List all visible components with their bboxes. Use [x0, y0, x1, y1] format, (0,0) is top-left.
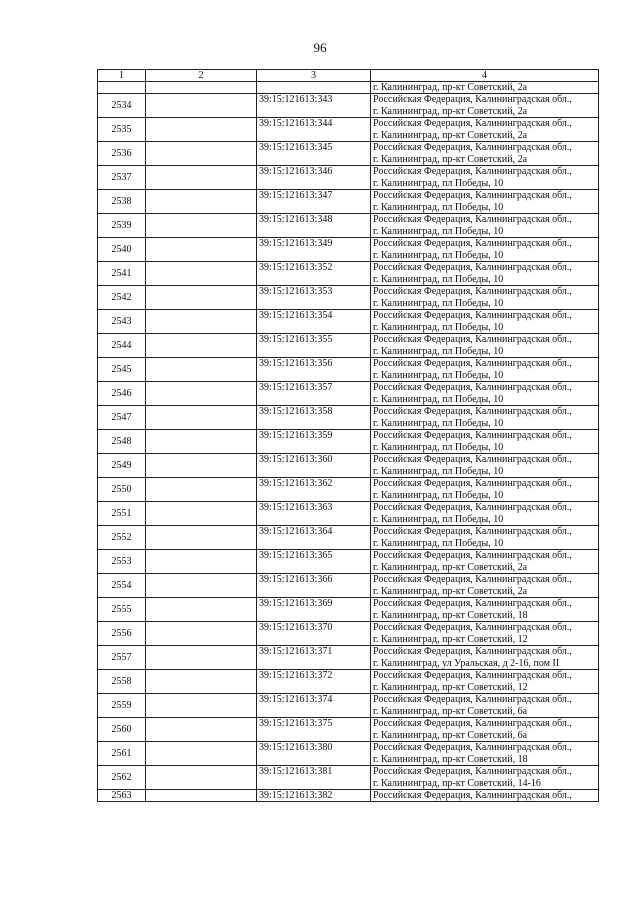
row-number-cell: 2556 [98, 622, 146, 646]
table-row [98, 214, 599, 238]
table-row [98, 502, 599, 526]
address-cell [371, 718, 599, 742]
address-line-2: г. Калининград, пл Победы, 10 [373, 273, 504, 285]
address-line-1: Российская Федерация, Калининградская обл., [373, 742, 572, 753]
cadastral-number-cell: 39:15:121613:372 [257, 670, 371, 694]
address-line-2: г. Калининград, пл Победы, 10 [373, 489, 504, 501]
row-number-cell: 2559 [98, 694, 146, 718]
row-number-cell: 2555 [98, 598, 146, 622]
address-cell [371, 238, 599, 262]
empty-cell [146, 214, 257, 238]
address-line-1: Российская Федерация, Калининградская обл., [373, 238, 572, 249]
column-header-1: 1 [98, 70, 146, 82]
address-line-2: г. Калининград, пл Победы, 10 [373, 297, 504, 309]
address-line-2: г. Калининград, пр-кт Советский, 12 [373, 633, 528, 645]
address-line-2: г. Калининград, пл Победы, 10 [373, 537, 504, 549]
table-row [98, 382, 599, 406]
address-line-2: г. Калининград, пр-кт Советский, 12 [373, 681, 528, 693]
address-line-1: Российская Федерация, Калининградская обл., [373, 310, 572, 321]
address-cell [371, 622, 599, 646]
cadastral-number-cell: 39:15:121613:353 [257, 286, 371, 310]
table-row [98, 430, 599, 454]
table-row [98, 742, 599, 766]
row-number-cell: 2553 [98, 550, 146, 574]
cadastral-number-cell: 39:15:121613:381 [257, 766, 371, 790]
address-line-2: г. Калининград, пл Победы, 10 [373, 393, 504, 405]
empty-cell [146, 286, 257, 310]
empty-cell [146, 94, 257, 118]
address-cell [371, 262, 599, 286]
row-number-cell: 2534 [98, 94, 146, 118]
address-line-1: Российская Федерация, Калининградская обл., [373, 94, 572, 105]
empty-cell [146, 598, 257, 622]
address-line-1: Российская Федерация, Калининградская обл., [373, 694, 572, 705]
cadastral-number-cell: 39:15:121613:345 [257, 142, 371, 166]
row-number-cell: 2552 [98, 526, 146, 550]
address-line-1: Российская Федерация, Калининградская обл., [373, 142, 572, 153]
address-cell [371, 190, 599, 214]
cadastral-number-cell: 39:15:121613:348 [257, 214, 371, 238]
table-row [98, 406, 599, 430]
address-cell [371, 454, 599, 478]
address-cell [371, 742, 599, 766]
address-line-2: г. Калининград, пр-кт Советский, 18 [373, 609, 528, 621]
table-header-row [98, 70, 599, 82]
address-line-1: Российская Федерация, Калининградская обл., [373, 622, 572, 633]
address-line-2: г. Калининград, ул Уральская, д 2-16, пом II [373, 657, 560, 669]
empty-cell [146, 718, 257, 742]
cadastral-register-table [97, 69, 599, 802]
address-line-2: г. Калининград, пр-кт Советский, 6а [373, 729, 528, 741]
cadastral-number-cell: 39:15:121613:365 [257, 550, 371, 574]
empty-cell [146, 646, 257, 670]
address-line-2: г. Калининград, пр-кт Советский, 6а [373, 705, 528, 717]
table-row [98, 478, 599, 502]
page-number: 96 [313, 40, 327, 55]
address-line-1: Российская Федерация, Калининградская обл., [373, 550, 572, 561]
empty-cell [146, 262, 257, 286]
column-header-2: 2 [146, 70, 257, 82]
row-number-cell: 2550 [98, 478, 146, 502]
table-row [98, 238, 599, 262]
cadastral-number-cell: 39:15:121613:374 [257, 694, 371, 718]
address-cell [371, 382, 599, 406]
address-line-1: Российская Федерация, Калининградская обл., [373, 646, 572, 657]
empty-cell [146, 310, 257, 334]
address-line-2: г. Калининград, пл Победы, 10 [373, 249, 504, 261]
empty-cell [146, 166, 257, 190]
address-line-1: Российская Федерация, Калининградская обл., [373, 286, 572, 297]
empty-cell [146, 550, 257, 574]
address-line-1: Российская Федерация, Калининградская обл., [373, 214, 572, 225]
cadastral-number-cell: 39:15:121613:380 [257, 742, 371, 766]
cadastral-number-cell: 39:15:121613:347 [257, 190, 371, 214]
table-row [98, 670, 599, 694]
row-number-cell: 2544 [98, 334, 146, 358]
address-line-2: г. Калининград, пр-кт Советский, 18 [373, 753, 528, 765]
row-number-cell: 2563 [98, 790, 146, 802]
address-line-2: г. Калининград, пл Победы, 10 [373, 177, 504, 189]
cadastral-number-cell: 39:15:121613:370 [257, 622, 371, 646]
address-line-2: г. Калининград, пл Победы, 10 [373, 345, 504, 357]
address-cell [371, 334, 599, 358]
cadastral-number-cell: 39:15:121613:358 [257, 406, 371, 430]
empty-cell [146, 142, 257, 166]
cadastral-number-cell: 39:15:121613:354 [257, 310, 371, 334]
address-line-1: Российская Федерация, Калининградская обл., [373, 598, 572, 609]
address-line-1: Российская Федерация, Калининградская обл., [373, 262, 572, 273]
table-row [98, 694, 599, 718]
table-row [98, 598, 599, 622]
cadastral-number-cell: 39:15:121613:375 [257, 718, 371, 742]
row-number-cell: 2542 [98, 286, 146, 310]
address-line-2: г. Калининград, пл Победы, 10 [373, 321, 504, 333]
address-cell [371, 574, 599, 598]
address-line-1: Российская Федерация, Калининградская обл., [373, 190, 572, 201]
address-line-1: Российская Федерация, Калининградская обл., [373, 478, 572, 489]
address-line-2: г. Калининград, пр-кт Советский, 2а [373, 561, 528, 573]
address-cell: Российская Федерация, Калининградская обл., [371, 790, 599, 802]
address-line-1: Российская Федерация, Калининградская обл., [373, 502, 572, 513]
address-line-1: Российская Федерация, Калининградская обл., [373, 358, 572, 369]
cadastral-number-cell: 39:15:121613:349 [257, 238, 371, 262]
cadastral-number-cell: 39:15:121613:343 [257, 94, 371, 118]
address-line-2: г. Калининград, пл Победы, 10 [373, 417, 504, 429]
cadastral-number-cell: 39:15:121613:344 [257, 118, 371, 142]
row-number-cell: 2549 [98, 454, 146, 478]
table-row [98, 718, 599, 742]
address-cell [371, 94, 599, 118]
address-cell [371, 526, 599, 550]
empty-cell [146, 334, 257, 358]
empty-cell [146, 82, 257, 94]
row-number-cell: 2547 [98, 406, 146, 430]
empty-cell [146, 670, 257, 694]
row-number-cell: 2561 [98, 742, 146, 766]
address-line-2: г. Калининград, пр-кт Советский, 2а [373, 105, 528, 117]
address-cell [371, 118, 599, 142]
row-number-cell: 2538 [98, 190, 146, 214]
table-row [98, 550, 599, 574]
continued-row [98, 82, 599, 94]
cadastral-number-cell: 39:15:121613:360 [257, 454, 371, 478]
row-number-cell: 2545 [98, 358, 146, 382]
cadastral-number-cell: 39:15:121613:359 [257, 430, 371, 454]
row-number-cell: 2541 [98, 262, 146, 286]
cadastral-number-cell: 39:15:121613:352 [257, 262, 371, 286]
empty-cell [146, 454, 257, 478]
address-line-1: Российская Федерация, Калининградская обл., [373, 430, 572, 441]
empty-cell [146, 694, 257, 718]
address-line-2: г. Калининград, пр-кт Советский, 2а [373, 585, 528, 597]
empty-cell [146, 742, 257, 766]
table-row [98, 190, 599, 214]
row-number-cell: 2539 [98, 214, 146, 238]
address-line-1: Российская Федерация, Калининградская обл., [373, 334, 572, 345]
row-number-cell [98, 82, 146, 94]
table-row [98, 286, 599, 310]
table-row [98, 166, 599, 190]
address-line-1: Российская Федерация, Калининградская обл., [373, 454, 572, 465]
cadastral-number-cell: 39:15:121613:356 [257, 358, 371, 382]
cadastral-number-cell: 39:15:121613:357 [257, 382, 371, 406]
address-cell [371, 406, 599, 430]
row-number-cell: 2551 [98, 502, 146, 526]
address-line-2: г. Калининград, пр-кт Советский, 2а [373, 129, 528, 141]
row-number-cell: 2557 [98, 646, 146, 670]
address-line-1: Российская Федерация, Калининградская обл., [373, 166, 572, 177]
address-cell [371, 478, 599, 502]
cadastral-number-cell: 39:15:121613:355 [257, 334, 371, 358]
table-row [98, 94, 599, 118]
address-cell [371, 598, 599, 622]
row-number-cell: 2560 [98, 718, 146, 742]
row-number-cell: 2543 [98, 310, 146, 334]
row-number-cell: 2536 [98, 142, 146, 166]
row-number-cell: 2540 [98, 238, 146, 262]
address-line-2: г. Калининград, пл Победы, 10 [373, 201, 504, 213]
table-row-last [98, 790, 599, 802]
cadastral-number-cell: 39:15:121613:363 [257, 502, 371, 526]
table-row [98, 526, 599, 550]
address-line-1: Российская Федерация, Калининградская обл., [373, 766, 572, 777]
table-row [98, 766, 599, 790]
empty-cell [146, 574, 257, 598]
cadastral-number-cell: 39:15:121613:362 [257, 478, 371, 502]
empty-cell [146, 430, 257, 454]
column-header-4: 4 [371, 70, 599, 82]
address-line-2: г. Калининград, пр-кт Советский, 2а [373, 153, 528, 165]
address-cell: г. Калининград, пр-кт Советский, 2а [371, 82, 599, 94]
address-cell [371, 430, 599, 454]
empty-cell [146, 406, 257, 430]
row-number-cell: 2535 [98, 118, 146, 142]
address-line-1: Российская Федерация, Калининградская обл., [373, 382, 572, 393]
address-line-2: г. Калининград, пл Победы, 10 [373, 513, 504, 525]
cadastral-number-cell: 39:15:121613:366 [257, 574, 371, 598]
empty-cell [146, 238, 257, 262]
cadastral-number-cell: 39:15:121613:371 [257, 646, 371, 670]
address-line-1: Российская Федерация, Калининградская обл., [373, 670, 572, 681]
cadastral-number-cell: 39:15:121613:346 [257, 166, 371, 190]
empty-cell [146, 790, 257, 802]
address-cell [371, 142, 599, 166]
table-row [98, 358, 599, 382]
row-number-cell: 2546 [98, 382, 146, 406]
address-cell [371, 670, 599, 694]
empty-cell [146, 502, 257, 526]
address-line-1: Российская Федерация, Калининградская обл., [373, 118, 572, 129]
address-cell [371, 286, 599, 310]
empty-cell [146, 118, 257, 142]
address-cell [371, 694, 599, 718]
row-number-cell: 2558 [98, 670, 146, 694]
row-number-cell: 2548 [98, 430, 146, 454]
address-cell [371, 646, 599, 670]
address-line-2: г. Калининград, пл Победы, 10 [373, 465, 504, 477]
table-row [98, 646, 599, 670]
empty-cell [146, 358, 257, 382]
address-line-1: Российская Федерация, Калининградская обл., [373, 526, 572, 537]
empty-cell [146, 478, 257, 502]
address-line-1: Российская Федерация, Калининградская обл., [373, 718, 572, 729]
address-cell [371, 166, 599, 190]
address-cell [371, 310, 599, 334]
row-number-cell: 2537 [98, 166, 146, 190]
address-cell [371, 766, 599, 790]
cadastral-number-cell: 39:15:121613:382 [257, 790, 371, 802]
column-header-3: 3 [257, 70, 371, 82]
empty-cell [146, 622, 257, 646]
row-number-cell: 2562 [98, 766, 146, 790]
table-row [98, 118, 599, 142]
empty-cell [146, 526, 257, 550]
row-number-cell: 2554 [98, 574, 146, 598]
table-row [98, 310, 599, 334]
table-row [98, 622, 599, 646]
address-cell [371, 214, 599, 238]
cadastral-number-cell [257, 82, 371, 94]
address-line-1: Российская Федерация, Калининградская обл., [373, 574, 572, 585]
empty-cell [146, 382, 257, 406]
address-line-2: г. Калининград, пл Победы, 10 [373, 441, 504, 453]
table-row [98, 334, 599, 358]
address-line-2: г. Калининград, пл Победы, 10 [373, 369, 504, 381]
address-cell [371, 358, 599, 382]
address-line-2: г. Калининград, пл Победы, 10 [373, 225, 504, 237]
cadastral-number-cell: 39:15:121613:369 [257, 598, 371, 622]
address-cell [371, 502, 599, 526]
address-line-2: г. Калининград, пр-кт Советский, 14-16 [373, 777, 541, 789]
cadastral-number-cell: 39:15:121613:364 [257, 526, 371, 550]
table-row [98, 142, 599, 166]
address-line-1: Российская Федерация, Калининградская обл., [373, 406, 572, 417]
table-row [98, 454, 599, 478]
empty-cell [146, 766, 257, 790]
table-row [98, 574, 599, 598]
address-cell [371, 550, 599, 574]
empty-cell [146, 190, 257, 214]
table-row [98, 262, 599, 286]
